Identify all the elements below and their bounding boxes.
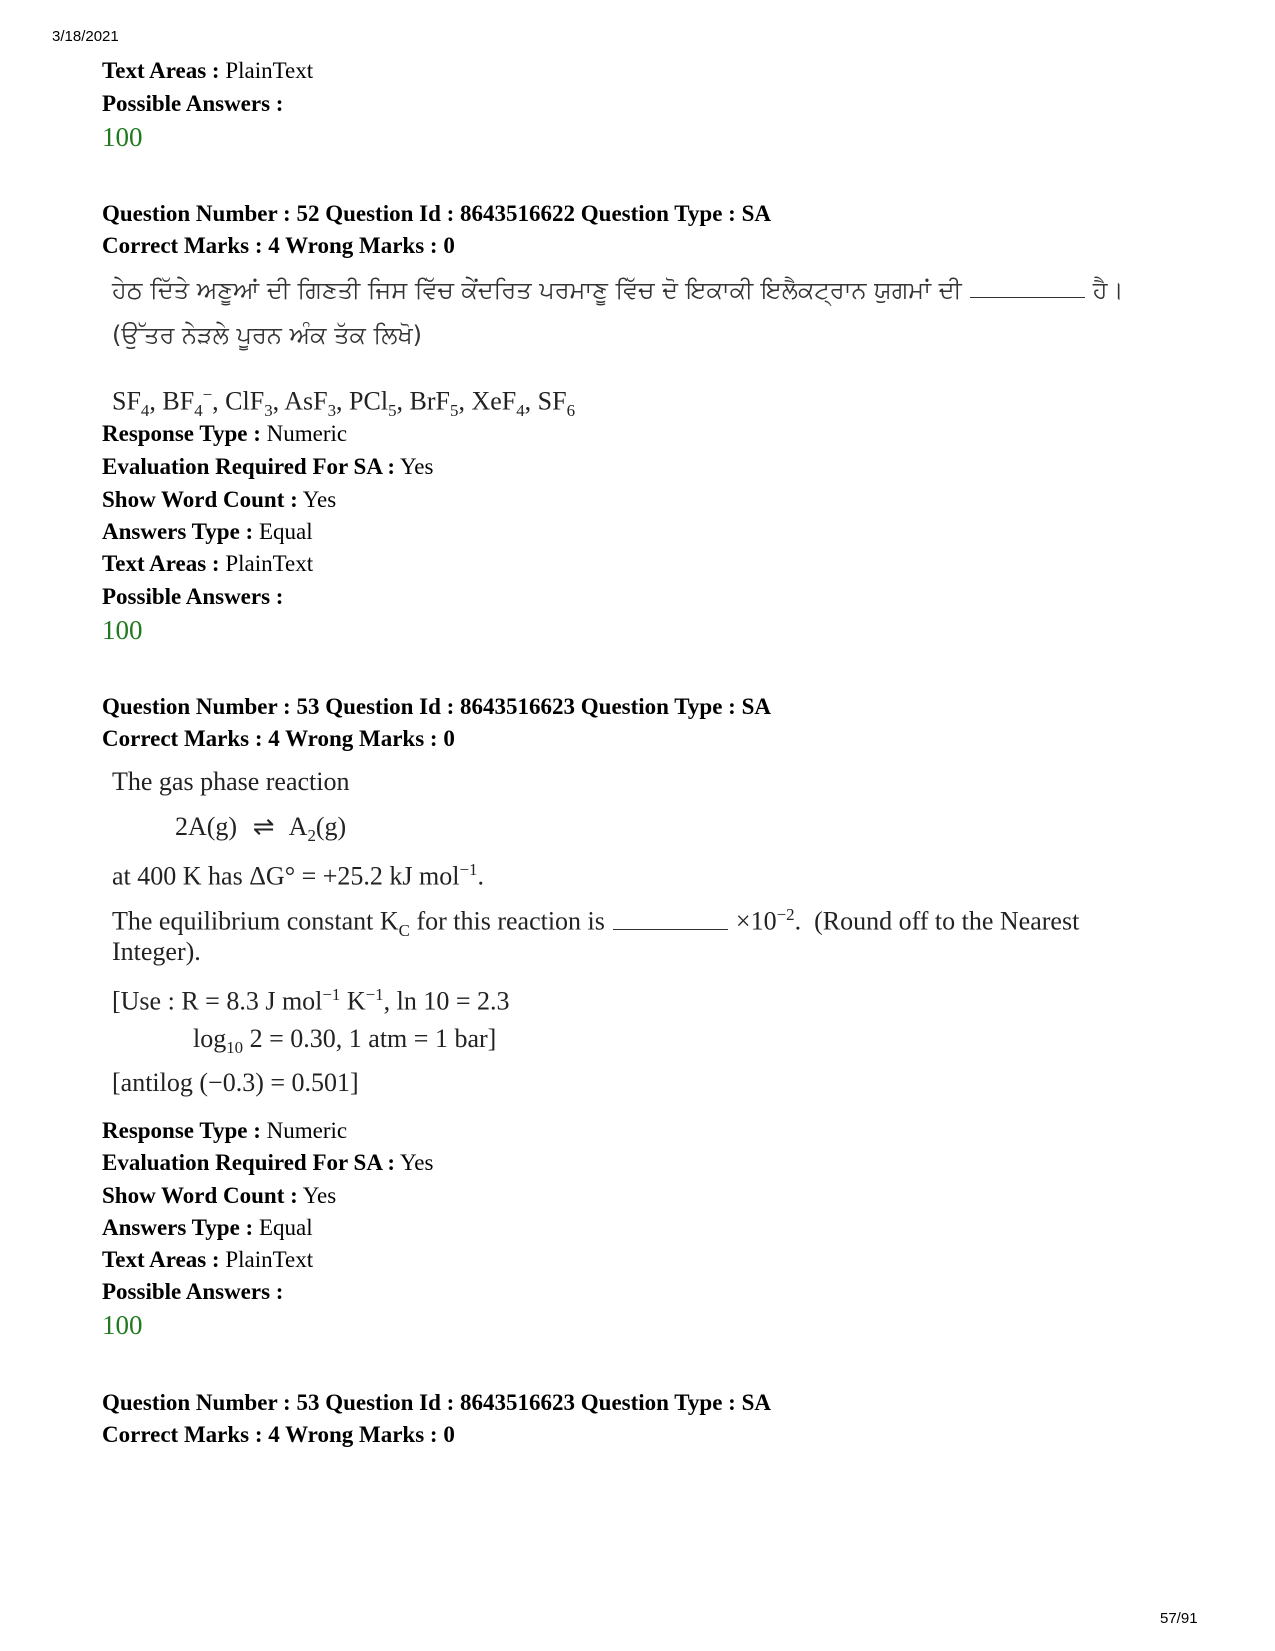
q53-answer-blank [613, 929, 728, 930]
q53-header: Question Number : 53 Question Id : 8643516623 Question Type : SA [102, 694, 771, 719]
q53-marks: Correct Marks : 4 Wrong Marks : 0 [102, 726, 455, 751]
q53-line4-b: for this reaction is [416, 906, 605, 936]
q52-word-count: Yes [302, 487, 337, 512]
q53-line3: at 400 K has ΔG° = +25.2 kJ mol$^{-1}$. [112, 860, 484, 891]
q53-answers-type: Equal [258, 1215, 313, 1240]
possible-answers-label-text: Possible Answers : [102, 91, 284, 116]
possible-answer-value: 100 [102, 122, 143, 152]
q53-line8: [antilog (−0.3) = 0.501] [112, 1068, 359, 1097]
q53-eval: Yes [400, 1150, 434, 1175]
q52-eval-label: Evaluation Required For SA : [102, 454, 396, 479]
q52-header: Question Number : 52 Question Id : 8643516622 Question Type : SA [102, 201, 771, 226]
q53-eval-label: Evaluation Required For SA : [102, 1150, 396, 1175]
q52-eval: Yes [400, 454, 434, 479]
q53-line7-b: 2 = 0.30, 1 atm = 1 bar] [249, 1024, 497, 1053]
q52-question-line2: (ਉੱਤਰ ਨੇੜਲੇ ਪੂਰਨ ਅੰਕ ਤੱਕ ਲਿਖੋ) [112, 321, 423, 349]
q53-reaction: 2A(g) ⇌ $A_2(g)$ [175, 812, 347, 846]
text-areas-label: Text Areas : [102, 58, 220, 83]
q53-line1: The gas phase reaction [112, 767, 350, 796]
text-areas-value: PlainText [225, 58, 314, 83]
q53b-marks: Correct Marks : 4 Wrong Marks : 0 [102, 1422, 455, 1447]
q52-marks: Correct Marks : 4 Wrong Marks : 0 [102, 233, 455, 258]
q52-answers-type: Equal [258, 519, 313, 544]
q53-response-type: Numeric [266, 1118, 348, 1143]
q53-line4: The equilibrium constant $K_C$ for this reaction is $\times 10^{-2}$. (Round off to the Nearest [112, 905, 1080, 940]
possible-answers-label [102, 90, 283, 118]
q53-answer: 100 [102, 1310, 143, 1340]
q53-text-areas-label: Text Areas : [102, 1247, 220, 1272]
q52-word-count-label: Show Word Count : [102, 487, 298, 512]
q52-response-type: Numeric [266, 421, 348, 446]
q52-text-areas-label: Text Areas : [102, 551, 220, 576]
q52-response-type-label: Response Type : [102, 421, 261, 446]
q53-line6-text: [Use : R = 8.3 J mol [112, 986, 323, 1016]
q53b-header: Question Number : 53 Question Id : 8643516623 Question Type : SA [102, 1390, 771, 1415]
q53-line4-a: The equilibrium constant K [112, 906, 399, 936]
q53-word-count: Yes [302, 1183, 337, 1208]
q52-answers-type-label: Answers Type : [102, 519, 254, 544]
q53-response-type-label: Response Type : [102, 1118, 261, 1143]
q52-punjabi-part1: ਹੇਠ ਦਿੱਤੇ ਅਣੂਆਂ ਦੀ ਗਿਣਤੀ ਜਿਸ ਵਿੱਚ ਕੇਂਦਰਿਤ ਪਰਮਾਣੂ ਵਿੱਚ ਦੋ ਇਕਾਕੀ ਇਲੈਕਟ੍ਰਾਨ ਯੁਗਮਾਂ ਦੀ [112, 276, 962, 304]
q53-line3-text: at 400 K has ΔG° = +25.2 kJ mol [112, 861, 460, 891]
q53-word-count-label: Show Word Count : [102, 1183, 298, 1208]
q53-line4-c: (Round off to the Nearest [814, 906, 1080, 936]
equilibrium-arrow-icon: ⇌ [252, 812, 275, 841]
q52-answer-blank [970, 297, 1085, 298]
q52-answer: 100 [102, 615, 143, 645]
q53-line6-b: , ln 10 = 2.3 [383, 986, 510, 1016]
q52-molecule-list: $SF_4$, $BF_4^-$, ClF$_3$, AsF$_3$, PCl$_5$, BrF$_5$, XeF$_4$, $SF_6$ [112, 385, 576, 420]
q53-line7: $\log_{10} 2 = 0.30$, 1 atm = 1 bar] [193, 1024, 497, 1058]
q53-line5: Integer). [112, 937, 201, 966]
q53-line6: [Use : R = 8.3 J mol$^{-1}$ $K^{-1}$, ln 10 = 2.3 [112, 985, 510, 1016]
q52-text-areas: PlainText [225, 551, 314, 576]
q53-text-areas: PlainText [225, 1247, 314, 1272]
q53-answers-type-label: Answers Type : [102, 1215, 254, 1240]
q52-punjabi-part2: ਹੈ। [1092, 276, 1124, 304]
q52-question-line1 [112, 275, 1124, 305]
print-date: 3/18/2021 [52, 28, 119, 45]
q52-possible-answers-label: Possible Answers : [102, 584, 284, 609]
page-number: 57/91 [1160, 1610, 1198, 1627]
q53-possible-answers-label: Possible Answers : [102, 1279, 284, 1304]
text-areas-row [102, 57, 313, 85]
